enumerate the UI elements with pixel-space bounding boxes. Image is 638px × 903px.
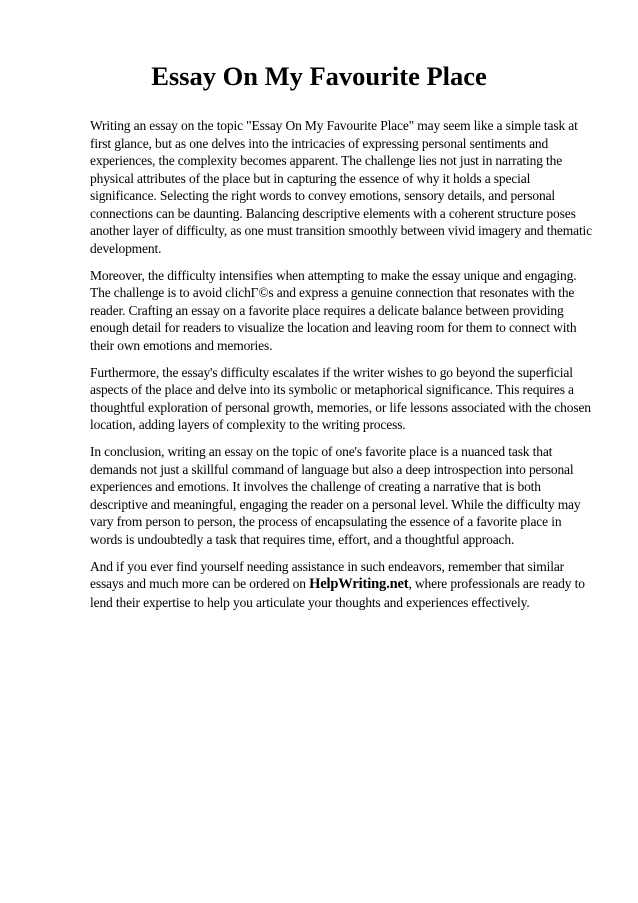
paragraph-uniqueness: Moreover, the difficulty intensifies when attempting to make the essay unique and engaging. The challenge is to avoid clichΓ©s and express a genuine connection that resonates with the reader. Crafting an essay on a favorite place requires a delicate balance between providing enough detail for readers to visualize the location and leaving room for them to connect with their own emotions and memories.: [90, 267, 577, 353]
paragraph-conclusion: In conclusion, writing an essay on the topic of one's favorite place is a nuanced task that demands not just a skillful command of language but also a deep introspection into personal experiences and emotions. It involves the challenge of creating a narrative that is both descriptive and meaningful, engaging the reader on a personal level. While the difficulty may vary from person to person, the process of encapsulating the essence of a favorite place in words is undoubtedly a task that requires time, effort, and a thoughtful approach.: [90, 444, 581, 547]
helpwriting-link[interactable]: HelpWriting.net: [309, 576, 409, 592]
assistance-text-after: , where professionals are ready to lend their expertise to help you articulate your thoughts and experiences effectively.: [90, 576, 585, 610]
page-title: Essay On My Favourite Place: [151, 61, 487, 91]
essay-body: [90, 117, 596, 621]
assistance-text-before: And if you ever find yourself needing assistance in such endeavors, remember that similar essays and much more can be ordered on: [90, 558, 565, 591]
paragraph-symbolism: Furthermore, the essay's difficulty escalates if the writer wishes to go beyond the superficial aspects of the place and delve into its symbolic or metaphorical significance. This requires a thoughtful exploration of personal growth, memories, or life lessons associated with the chosen location, adding layers of complexity to the writing process.: [90, 364, 591, 432]
paragraph-intro: Writing an essay on the topic "Essay On My Favourite Place" may seem like a simple task at first glance, but as one delves into the intricacies of expressing personal sentiments and experiences, the complexity becomes apparent. The challenge lies not just in narrating the physical attributes of the place but in capturing the essence of why it holds a special significance. Selecting the right words to convey emotions, sensory details, and personal connections can be daunting. Balancing descriptive elements with a coherent structure poses another layer of difficulty, as one must transition smoothly between vivid imagery and thematic development.: [90, 118, 592, 256]
paragraph-assistance: [90, 558, 596, 612]
